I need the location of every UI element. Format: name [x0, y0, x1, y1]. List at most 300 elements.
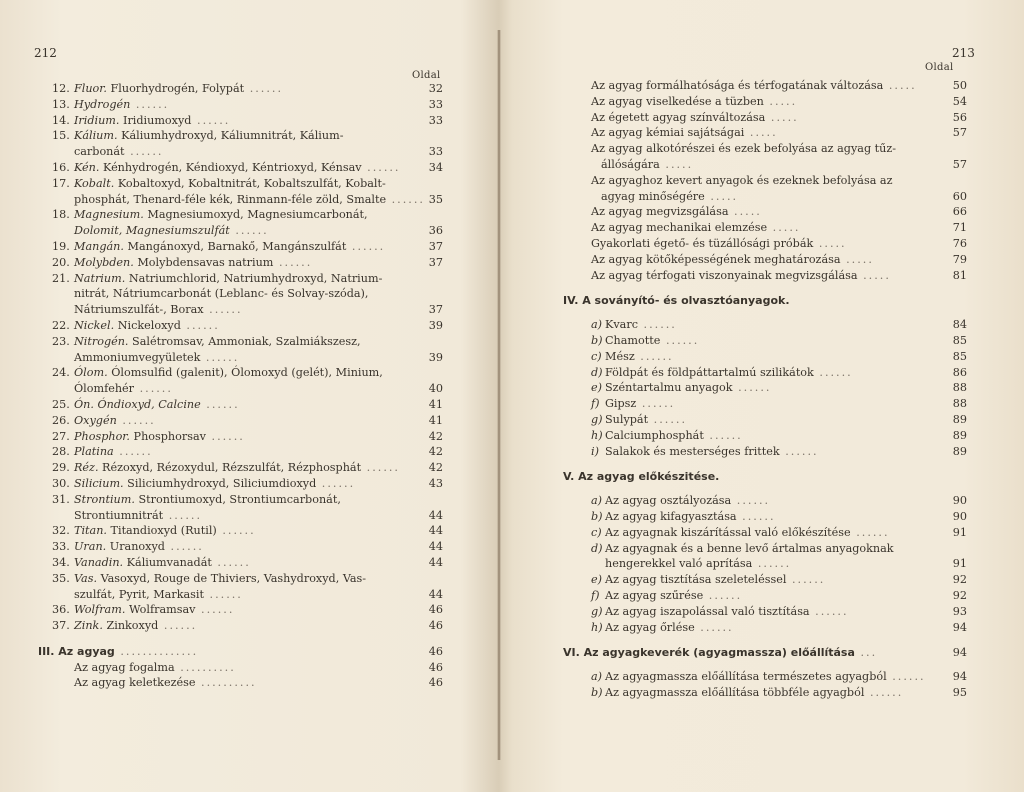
toc-entry: [591, 157, 967, 173]
item-page-number: 66: [952, 205, 967, 219]
toc-entry: [52, 523, 443, 539]
entry-description: Kénhydrogén, Kéndioxyd, Kéntrioxyd, Kénsav: [99, 160, 362, 174]
entry-text: [74, 207, 368, 223]
entry-text: [74, 365, 383, 381]
toc-entry: [52, 429, 443, 445]
entry-number: 19.: [52, 239, 70, 253]
toc-entry: [52, 381, 443, 397]
entry-text: [74, 571, 366, 587]
leader-dots: ......: [850, 525, 890, 539]
item-text: Mész: [605, 349, 635, 363]
entry-text: [74, 302, 243, 318]
leader-dots: ......: [637, 318, 677, 332]
element-name: Ólom.: [74, 366, 108, 380]
leader-dots: ......: [886, 670, 926, 684]
leader-dots: ......: [648, 412, 688, 426]
leader-dots: ......: [636, 397, 676, 411]
section-v-item: [591, 588, 967, 604]
toc-entry: [591, 268, 967, 284]
leader-dots: ......: [703, 588, 743, 602]
item-letter: f): [591, 397, 600, 411]
entry-text: [74, 286, 368, 302]
entry-number: 35.: [52, 571, 70, 585]
toc-entry: [591, 94, 967, 110]
section-iv-item: [591, 380, 967, 396]
entry-text: [74, 97, 169, 113]
entry-text: [74, 318, 220, 334]
leader-dots: ......: [113, 445, 153, 459]
leader-dots: ..........: [195, 676, 257, 690]
entry-page-number: 46: [428, 619, 443, 633]
entry-page-number: 37: [428, 303, 443, 317]
leader-dots: ......: [694, 620, 734, 634]
section-v-item: [591, 525, 967, 541]
item-letter: a): [591, 318, 603, 332]
toc-entry: [52, 571, 443, 587]
toc-entry: [52, 97, 443, 113]
item-text: hengerekkel való aprítása: [605, 557, 753, 571]
section-gap-small: [591, 485, 963, 493]
entry-number: 17.: [52, 176, 70, 190]
toc-entry: [52, 223, 443, 239]
item-page-number: 81: [952, 268, 967, 282]
section-number: III.: [38, 644, 59, 658]
entry-page-number: 39: [428, 318, 443, 332]
toc-entry: [591, 173, 963, 189]
toc-entry: [52, 508, 443, 524]
toc-entry: [591, 236, 967, 252]
entry-page-number: 44: [428, 508, 443, 522]
section-iv-item: [591, 412, 967, 428]
leader-dots: ......: [809, 604, 849, 618]
item-text: Az agyagnak és a benne levő ártalmas anyagoknak: [605, 541, 894, 555]
entry-text: [74, 587, 243, 603]
item-page-number: 84: [952, 318, 967, 332]
item-text: Salakok és mesterséges frittek: [605, 444, 780, 458]
right-page: [501, 0, 1024, 792]
item-page-number: 91: [952, 525, 967, 539]
leader-dots: ......: [361, 461, 400, 475]
entry-description: Dolomit, Magnesiumszulfát: [74, 224, 230, 238]
entry-description: Strontiumoxyd, Strontiumcarbonát,: [134, 492, 341, 506]
entry-page-number: 35: [428, 192, 443, 206]
toc-entry: [591, 220, 967, 236]
item-text: Az agyagnak kiszárítással való előkészítése: [605, 525, 851, 539]
item-page-number: 79: [952, 252, 967, 266]
section-item: [52, 660, 443, 676]
element-name: Oxygén: [74, 413, 117, 427]
entry-number: 13.: [52, 97, 70, 111]
element-name: Fluor.: [74, 82, 107, 95]
entry-text: [74, 192, 425, 208]
entry-page-number: 43: [428, 476, 443, 490]
toc-entry: [52, 618, 443, 634]
item-text: Chamotte: [605, 333, 661, 347]
item-letter: h): [591, 428, 603, 442]
entry-number: 26.: [52, 413, 70, 427]
toc-entry: [52, 128, 443, 144]
toc-entry: [52, 318, 443, 334]
toc-entry: [52, 555, 443, 571]
section-vi-heading: [563, 645, 967, 661]
entry-text: [74, 113, 230, 129]
leader-dots: .....: [767, 221, 801, 235]
section-gap-small: [591, 309, 963, 317]
toc-entry: [591, 78, 967, 94]
entry-description: Káliumhydroxyd, Káliumnitrát, Kálium-: [117, 129, 344, 143]
leader-dots: .....: [765, 110, 799, 124]
item-page-number: 86: [952, 365, 967, 379]
element-name: Phosphor.: [74, 429, 130, 443]
leader-dots: ......: [203, 303, 243, 317]
leader-dots: ......: [660, 333, 700, 347]
item-letter: d): [591, 365, 603, 379]
item-text: Az agyagmassza előállítása többféle agyagból: [605, 685, 865, 699]
element-name: Ón.: [74, 397, 94, 411]
entry-page-number: 42: [428, 461, 443, 475]
toc-entry: [52, 365, 443, 381]
leader-dots: .....: [883, 79, 917, 92]
item-page-number: 71: [952, 221, 967, 235]
element-name: Strontium.: [74, 492, 135, 506]
entry-number: 20.: [52, 255, 70, 269]
item-text: Az agyag iszapolással való tisztítása: [605, 604, 810, 618]
entry-number: 29.: [52, 461, 70, 475]
entry-text: [74, 492, 341, 508]
item-text: Sulypát: [605, 412, 649, 426]
item-text: Az agyag osztályozása: [605, 494, 732, 508]
toc-entry: [52, 81, 443, 97]
element-name: Réz.: [74, 461, 99, 475]
section-gap: [591, 459, 963, 469]
section-number: VI.: [563, 646, 584, 660]
leader-dots: ......: [195, 603, 235, 617]
entry-text: [74, 397, 240, 413]
entry-page-number: 44: [428, 587, 443, 601]
toc-entry: [52, 239, 443, 255]
entry-text: [74, 128, 343, 144]
entry-description: carbonát: [74, 145, 125, 159]
section-gap-small: [591, 661, 963, 669]
toc-entry: [591, 189, 967, 205]
leader-dots: ..........: [174, 660, 236, 674]
item-text: Az agyagmassza előállítása természetes agyagból: [605, 670, 887, 684]
entry-description: Káliumvanadát: [123, 555, 212, 569]
entry-number: 34.: [52, 555, 70, 569]
entry-description: Kobaltoxyd, Kobaltnitrát, Kobaltszulfát, Kobalt-: [114, 176, 386, 190]
left-column-header: Oldal: [412, 70, 441, 81]
entry-number: 22.: [52, 318, 70, 332]
item-letter: a): [591, 494, 603, 508]
item-page-number: 85: [952, 333, 967, 347]
item-page-number: 50: [952, 79, 967, 92]
leader-dots: ......: [864, 685, 904, 699]
toc-entry: [52, 302, 443, 318]
element-name: Iridium.: [74, 113, 120, 127]
entry-description: Mangánoxyd, Barnakő, Mangánszulfát: [123, 239, 347, 253]
leader-dots: ......: [191, 113, 231, 127]
entry-description: szulfát, Pyrit, Markasit: [74, 587, 204, 601]
entry-text: [74, 508, 202, 524]
entry-description: Ólomsulfid (galenit), Ólomoxyd (gelét), Minium,: [107, 366, 383, 380]
leader-dots: .....: [744, 126, 778, 140]
entry-text: [74, 555, 251, 571]
entry-text: [74, 81, 283, 97]
item-page-number: 93: [952, 604, 967, 618]
section-title: Az agyag előkészitése.: [578, 470, 720, 484]
entry-text: [74, 255, 312, 271]
section-v-item: [591, 556, 967, 572]
entry-description: Strontiumnitrát: [74, 508, 164, 522]
element-name: Zink.: [74, 619, 103, 633]
right-toc-entries: [563, 78, 967, 701]
toc-entry: [52, 476, 443, 492]
entry-text: [74, 350, 239, 366]
element-name: Uran.: [74, 540, 107, 554]
section-iv-item: [591, 428, 967, 444]
leader-dots: ......: [779, 444, 819, 458]
item-page-number: 88: [952, 381, 967, 395]
element-name: Natrium.: [74, 271, 126, 285]
entry-number: 23.: [52, 334, 70, 348]
item-page-number: 76: [952, 236, 967, 250]
entry-description: phosphát, Thenard-féle kék, Rinmann-féle zöld, Smalte: [74, 192, 387, 206]
item-letter: d): [591, 541, 603, 555]
section-gap: [591, 283, 963, 293]
item-page-number: 85: [952, 349, 967, 363]
leader-dots: ......: [361, 160, 401, 174]
item-page-number: 94: [952, 670, 967, 684]
entry-text: [74, 413, 156, 429]
entry-page-number: 36: [428, 224, 443, 238]
entry-description: Phosphorsav: [130, 429, 206, 443]
leader-dots: ......: [752, 557, 792, 571]
item-text: Az égetett agyag színváltozása: [591, 110, 766, 124]
section-v-item: [591, 572, 967, 588]
entry-page-number: 42: [428, 429, 443, 443]
entry-text: [74, 223, 269, 239]
entry-number: 37.: [52, 619, 70, 633]
entry-description: Siliciumhydroxyd, Siliciumdioxyd: [123, 476, 317, 490]
section-item: [52, 675, 443, 691]
entry-page-number: 37: [428, 239, 443, 253]
item-text: Az agyag őrlése: [605, 620, 695, 634]
entry-description: Magnesiumoxyd, Magnesiumcarbonát,: [143, 208, 368, 222]
item-letter: a): [591, 670, 603, 684]
leader-dots: .....: [840, 252, 874, 266]
entry-number: 15.: [52, 129, 70, 143]
item-text: Az agyag keletkezése: [74, 676, 196, 690]
entry-description: Zinkoxyd: [102, 619, 159, 633]
item-text: agyag minőségére: [601, 189, 705, 203]
toc-entry: [591, 204, 967, 220]
entry-text: [74, 271, 382, 287]
entry-page-number: 46: [428, 603, 443, 617]
entry-description: Uranoxyd: [106, 540, 165, 554]
element-name: Hydrogén: [74, 97, 131, 111]
leader-dots: .....: [728, 205, 762, 219]
section-iv-item: [591, 444, 967, 460]
item-text: Kvarc: [605, 318, 638, 332]
item-text: Az agyag fogalma: [74, 660, 175, 674]
item-text: Gyakorlati égető- és tüzállósági próbák: [591, 236, 814, 250]
item-text: Az agyag formálhatósága és térfogatának változása: [591, 79, 884, 92]
entry-text: [74, 381, 173, 397]
entry-number: 32.: [52, 524, 70, 538]
entry-description: Salétromsav, Ammoniak, Szalmiákszesz,: [128, 334, 361, 348]
toc-entry: [52, 587, 443, 603]
entry-number: 28.: [52, 445, 70, 459]
item-page-number: 91: [952, 557, 967, 571]
item-text: állóságára: [601, 157, 660, 171]
item-text: Calciumphosphát: [605, 428, 704, 442]
leader-dots: ......: [273, 255, 313, 269]
leader-dots: ......: [203, 587, 243, 601]
item-text: Az agyag szűrése: [605, 588, 704, 602]
section-title: A soványító- és olvasztóanyagok.: [582, 294, 790, 308]
entry-page-number: 32: [428, 82, 443, 95]
leader-dots: ......: [200, 350, 240, 364]
element-name: Molybden.: [74, 255, 134, 269]
entry-page-number: 41: [428, 413, 443, 427]
toc-entry: [52, 492, 443, 508]
item-page-number: 90: [952, 509, 967, 523]
entry-text: [74, 429, 245, 445]
entry-text: [74, 539, 204, 555]
item-letter: b): [591, 333, 603, 347]
toc-entry: [52, 444, 443, 460]
entry-page-number: 34: [428, 160, 443, 174]
entry-number: 24.: [52, 366, 70, 380]
entry-number: 33.: [52, 540, 70, 554]
entry-number: 18.: [52, 208, 70, 222]
leader-dots: ......: [244, 82, 284, 95]
leader-dots: .....: [813, 236, 847, 250]
left-toc-entries: [38, 81, 443, 691]
element-name: Titan.: [74, 524, 107, 538]
leader-dots: .....: [659, 157, 694, 171]
left-page: [0, 0, 498, 792]
item-text: Az agyag kötőképességének meghatározása: [591, 252, 841, 266]
entry-page-number: 44: [428, 524, 443, 538]
item-text: Az agyag kémiai sajátságai: [591, 126, 745, 140]
section-number: V.: [563, 470, 579, 484]
item-page-number: 89: [952, 428, 967, 442]
item-page-number: 90: [952, 494, 967, 508]
leader-dots: ......: [813, 365, 853, 379]
left-page-number: 212: [34, 46, 57, 60]
entry-number: 30.: [52, 476, 70, 490]
entry-page-number: 44: [428, 555, 443, 569]
leader-dots: ......: [200, 397, 240, 411]
leader-dots: ......: [211, 555, 251, 569]
toc-entry: [52, 144, 443, 160]
entry-description: Ammoniumvegyületek: [74, 350, 201, 364]
element-name: Nickel.: [74, 318, 115, 332]
item-letter: c): [591, 525, 602, 539]
item-page-number: 54: [952, 94, 967, 108]
item-page-number: 57: [952, 157, 967, 171]
leader-dots: ......: [130, 97, 170, 111]
toc-entry: [52, 460, 443, 476]
toc-entry: [591, 252, 967, 268]
leader-dots: ......: [124, 145, 164, 159]
element-name: Silicium.: [74, 476, 124, 490]
toc-entry: [52, 286, 443, 302]
entry-number: 21.: [52, 271, 70, 285]
section-vi-item: [591, 669, 967, 685]
item-page-number: 94: [952, 620, 967, 634]
item-page-number: 89: [952, 412, 967, 426]
entry-page-number: 33: [428, 97, 443, 111]
toc-entry: [52, 350, 443, 366]
section-v-item: [591, 493, 967, 509]
entry-page-number: 44: [428, 540, 443, 554]
leader-dots: ......: [346, 239, 386, 253]
item-text: Az agyaghoz kevert anyagok és ezeknek befolyása az: [591, 173, 893, 187]
element-name: Wolfram.: [74, 603, 126, 617]
entry-page-number: 33: [428, 145, 443, 159]
section-v-item: [591, 541, 963, 557]
entry-text: [74, 334, 361, 350]
right-column-header: Oldal: [925, 62, 954, 73]
entry-text: [74, 239, 385, 255]
element-name: Vanadin.: [74, 555, 124, 569]
section-gap: [591, 635, 963, 645]
entry-page-number: 33: [428, 113, 443, 127]
toc-entry: [52, 602, 443, 618]
toc-entry: [52, 255, 443, 271]
entry-number: 31.: [52, 492, 70, 506]
section-title: Az agyagkeverék (agyagmassza) előállítása: [583, 646, 855, 660]
item-page-number: 46: [428, 676, 443, 690]
item-text: Az agyag mechanikai elemzése: [591, 221, 768, 235]
leader-dots: ......: [634, 349, 674, 363]
entry-description: Nickeloxyd: [114, 318, 181, 332]
entry-description: Fluorhydrogén, Folypát: [106, 82, 245, 95]
item-text: Földpát és földpáttartalmú szilikátok: [605, 365, 814, 379]
leader-dots: ......: [786, 573, 826, 587]
entry-description: nitrát, Nátriumcarbonát (Leblanc- és Solvay-szóda),: [74, 287, 369, 301]
section-heading: [38, 644, 443, 660]
entry-page-number: 42: [428, 445, 443, 459]
entry-number: 14.: [52, 113, 70, 127]
toc-entry: [591, 141, 963, 157]
entry-text: [74, 444, 153, 460]
item-page-number: 46: [428, 660, 443, 674]
section-gap: [52, 634, 443, 644]
leader-dots: ......: [732, 381, 772, 395]
toc-entry: [52, 207, 443, 223]
leader-dots: .....: [763, 94, 798, 108]
item-letter: e): [591, 381, 602, 395]
item-text: Az agyag alkotórészei és ezek befolyása az agyag tűz-: [591, 142, 897, 156]
element-name: Mangán.: [74, 239, 124, 253]
entry-number: 12.: [52, 82, 70, 95]
entry-text: [74, 523, 256, 539]
entry-text: [74, 602, 234, 618]
item-text: Az agyag viselkedése a tüzben: [591, 94, 764, 108]
section-page-number: 94: [952, 646, 967, 660]
toc-entry: [52, 113, 443, 129]
leader-dots: ......: [731, 494, 771, 508]
section-iv-item: [591, 333, 967, 349]
leader-dots: ......: [703, 428, 743, 442]
item-letter: i): [591, 444, 599, 458]
entry-number: 16.: [52, 160, 70, 174]
item-letter: c): [591, 349, 602, 363]
entry-description: Natriumchlorid, Natriumhydroxyd, Natrium-: [125, 271, 383, 285]
